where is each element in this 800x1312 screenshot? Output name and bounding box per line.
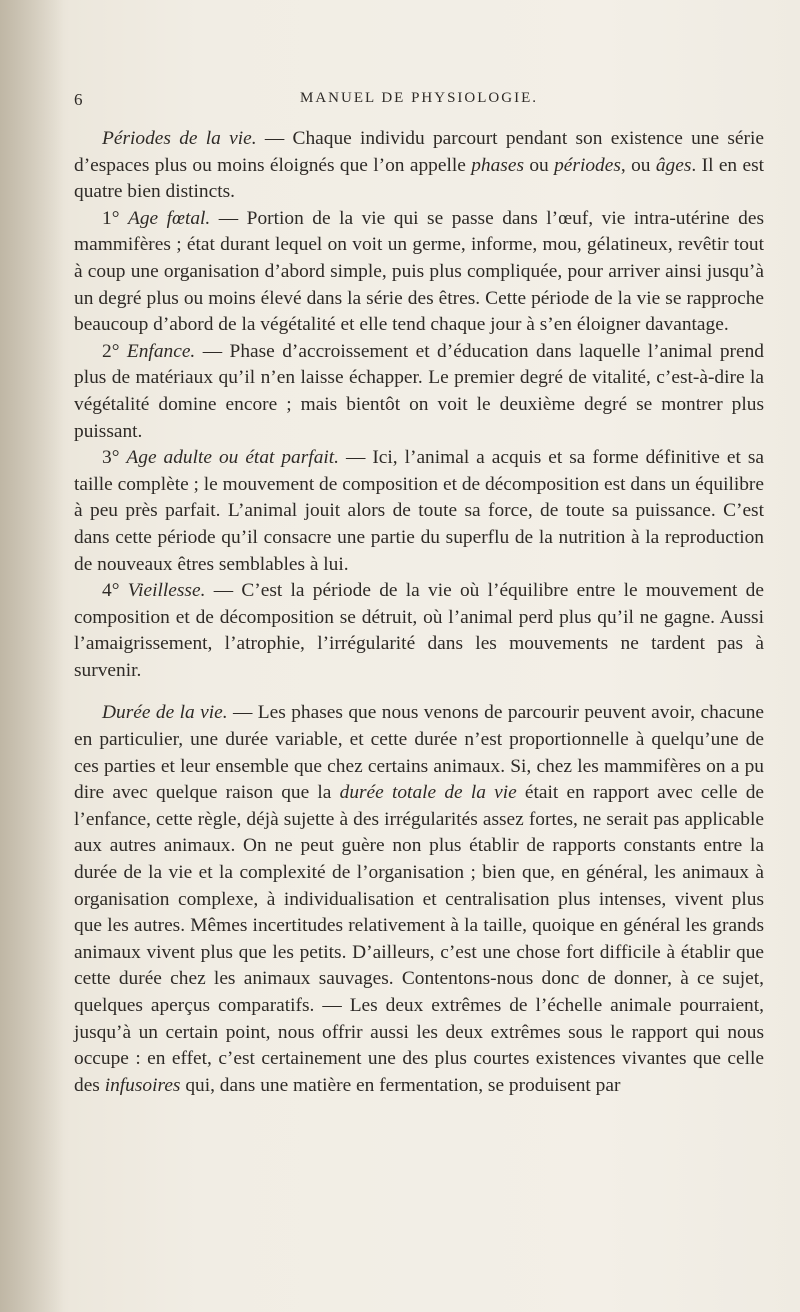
heading-duree-vie: Durée de la vie. bbox=[102, 702, 228, 724]
paragraph-vieillesse: 4° Vieillesse. — C’est la période de la vie où l’équilibre entre le mouvement de composition et de décomposition se détruit, où l’animal perd plus qu’il ne gagne. Aussi l’amaigrissement, l’atrophie, l’irrégularité dans les mouvements ne tardent pas à survenir. bbox=[74, 580, 764, 681]
heading-vieillesse: Vieillesse. bbox=[127, 580, 206, 602]
paragraph-enfance: 2° Enfance. — Phase d’accroissement et d’éducation dans laquelle l’animal prend plus de matériaux qu’il n’en laisse échapper. Le premier degré de vitalité, c’est-à-dire la végétalité domine encore ; mais bientôt on voit le deuxième degré se montrer plus puissant. bbox=[74, 340, 764, 442]
page-header bbox=[74, 60, 764, 109]
running-title: MANUEL DE PHYSIOLOGIE. bbox=[299, 90, 538, 106]
heading-age-adulte: Age adulte ou état parfait. bbox=[126, 447, 340, 469]
page-gutter-shadow bbox=[0, 0, 64, 1312]
page-body bbox=[74, 126, 764, 1099]
page-number: 6 bbox=[74, 90, 83, 109]
heading-periodes: Périodes de la vie. bbox=[102, 128, 257, 149]
paragraph-duree-vie: Durée de la vie. — Les phases que nous venons de parcourir peuvent avoir, chacune en particulier, une durée variable, et cette durée n’est proportionnelle à quelqu’une de ces parties et leur ensemble que chez certains animaux. Si, chez les mammifères on a pu dire avec quelque raison que la durée totale de la vie était en rapport avec celle de l’enfance, cette règle, déjà sujette à des irrégularités assez fortes, ne serait pas applicable aux autres animaux. On ne peut guère non plus établir de rapports constants entre la durée de la vie et la complexité de l’organisation ; bien que, en général, les animaux à organisation complexe, à individualisation et centralisation plus intenses, vivent plus que les autres. Mêmes incertitudes relativement à la taille, quoique en général les grands animaux vivent plus que les petits. D’ailleurs, c’est une chose fort difficile à établir que cette durée chez les animaux sauvages. Contentons-nous donc de donner, à ce sujet, quelques aperçus comparatifs. — Les deux extrêmes de l’échelle animale pourraient, jusqu’à un certain point, nous offrir aussi les deux extrêmes sous le rapport qui nous occupe : en effet, c’est certainement une des plus courtes existences vivantes que celle des infusoires qui, dans une matière en fermentation, se produisent par bbox=[74, 702, 764, 1096]
book-page bbox=[74, 60, 764, 1300]
heading-enfance: Enfance. bbox=[126, 340, 196, 362]
paragraph-periodes: Périodes de la vie. — Chaque individu parcourt pendant son existence une série d’espaces plus ou moins éloignés que l’on appelle phases ou périodes, ou âges. Il en est quatre bien distincts. bbox=[74, 128, 765, 203]
paragraph-age-foetal: 1° Age fœtal. — Portion de la vie qui se passe dans l’œuf, vie intra-utérine des mammifères ; état durant lequel on voit un germe, informe, mou, gélatineux, revêtir tout à coup une organisation d’abord simple, puis plus compliquée, pour arriver ainsi jusqu’à un degré plus ou moins élevé dans la série des êtres. Cette période de la vie se rapproche beaucoup d’abord de la végétalité et elle tend chaque jour à s’en éloigner davantage. bbox=[74, 207, 764, 336]
heading-age-foetal: Age fœtal. bbox=[127, 207, 211, 229]
paragraph-age-adulte: 3° Age adulte ou état parfait. — Ici, l’animal a acquis et sa forme définitive et sa taille complète ; le mouvement de composition et de décomposition est dans un équilibre à peu près parfait. L’animal jouit alors de toute sa force, de toute sa puissance. C’est dans cette période qu’il consacre une partie du superflu de la nutrition à la reproduction de nouveaux êtres semblables à lui. bbox=[74, 447, 764, 575]
